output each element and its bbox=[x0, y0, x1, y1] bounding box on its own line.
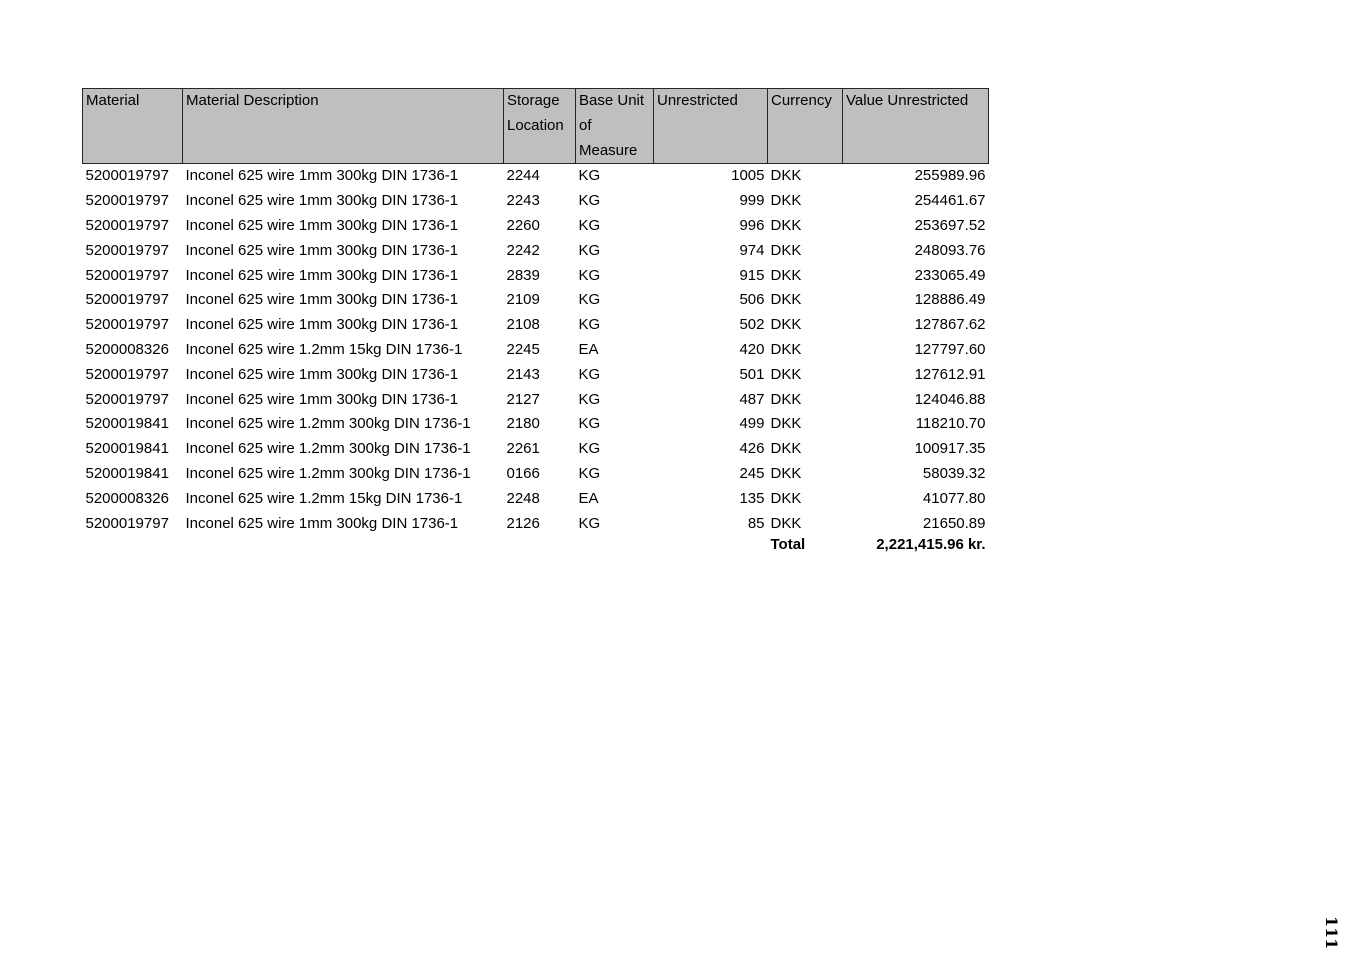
cell-unrestricted: 974 bbox=[739, 241, 765, 259]
cell-material: 5200019797 bbox=[85, 266, 169, 284]
cell-base-unit: KG bbox=[578, 266, 601, 284]
total-spacer bbox=[654, 536, 768, 553]
table-row bbox=[83, 462, 989, 487]
cell-material: 5200019797 bbox=[85, 241, 169, 259]
cell-base-unit: EA bbox=[578, 489, 599, 507]
cell-value-unrestricted: 100917.35 bbox=[914, 440, 986, 458]
cell-value-unrestricted: 248093.76 bbox=[914, 241, 986, 259]
cell-unrestricted: 506 bbox=[739, 291, 765, 309]
cell-value-unrestricted: 127797.60 bbox=[914, 340, 986, 358]
cell-base-unit: EA bbox=[578, 340, 599, 358]
cell-currency: DKK bbox=[770, 365, 802, 383]
cell-unrestricted: 499 bbox=[739, 415, 765, 433]
cell-currency: DKK bbox=[770, 514, 802, 532]
cell-material-description: Inconel 625 wire 1.2mm 300kg DIN 1736-1 bbox=[185, 440, 471, 458]
cell-value-unrestricted: 118210.70 bbox=[915, 415, 986, 433]
table-row bbox=[83, 437, 989, 462]
header-unrestricted: Unrestricted bbox=[654, 89, 768, 164]
cell-material: 5200019797 bbox=[85, 514, 169, 532]
cell-currency: DKK bbox=[770, 440, 802, 458]
cell-base-unit: KG bbox=[578, 192, 601, 210]
cell-unrestricted: 502 bbox=[739, 316, 765, 334]
table-row bbox=[83, 412, 989, 437]
cell-material: 5200019797 bbox=[85, 390, 169, 408]
cell-material-description: Inconel 625 wire 1mm 300kg DIN 1736-1 bbox=[185, 167, 459, 185]
cell-material-description: Inconel 625 wire 1mm 300kg DIN 1736-1 bbox=[185, 216, 459, 234]
cell-material-description: Inconel 625 wire 1.2mm 15kg DIN 1736-1 bbox=[185, 489, 463, 507]
table-row bbox=[83, 388, 989, 413]
total-spacer bbox=[183, 536, 504, 553]
cell-material: 5200019841 bbox=[85, 415, 169, 433]
cell-unrestricted: 996 bbox=[739, 216, 765, 234]
cell-value-unrestricted: 127612.91 bbox=[914, 365, 986, 383]
cell-currency: DKK bbox=[770, 216, 802, 234]
cell-material: 5200019841 bbox=[85, 464, 169, 482]
table-footer bbox=[83, 536, 989, 553]
inventory-sheet bbox=[82, 88, 989, 553]
cell-unrestricted: 245 bbox=[739, 464, 765, 482]
cell-material: 5200019841 bbox=[85, 440, 169, 458]
cell-base-unit: KG bbox=[578, 241, 601, 259]
cell-material-description: Inconel 625 wire 1mm 300kg DIN 1736-1 bbox=[185, 390, 459, 408]
cell-material-description: Inconel 625 wire 1mm 300kg DIN 1736-1 bbox=[185, 316, 459, 334]
cell-storage-location: 2242 bbox=[506, 241, 540, 259]
cell-base-unit: KG bbox=[578, 440, 601, 458]
cell-storage-location: 2126 bbox=[506, 514, 540, 532]
cell-storage-location: 2244 bbox=[506, 167, 540, 185]
cell-base-unit: KG bbox=[578, 415, 601, 433]
cell-unrestricted: 135 bbox=[739, 489, 765, 507]
cell-material: 5200008326 bbox=[85, 489, 169, 507]
cell-currency: DKK bbox=[770, 266, 802, 284]
cell-storage-location: 2261 bbox=[506, 440, 540, 458]
cell-currency: DKK bbox=[770, 415, 802, 433]
table-row bbox=[83, 288, 989, 313]
cell-value-unrestricted: 21650.89 bbox=[922, 514, 986, 532]
cell-base-unit: KG bbox=[578, 514, 601, 532]
cell-material-description: Inconel 625 wire 1.2mm 300kg DIN 1736-1 bbox=[185, 464, 471, 482]
table-row bbox=[83, 338, 989, 363]
table-row bbox=[83, 363, 989, 388]
cell-base-unit: KG bbox=[578, 316, 601, 334]
total-value: 2,221,415.96 kr. bbox=[876, 536, 986, 554]
header-material-description: Material Description bbox=[183, 89, 504, 164]
cell-value-unrestricted: 253697.52 bbox=[914, 216, 986, 234]
cell-material-description: Inconel 625 wire 1mm 300kg DIN 1736-1 bbox=[185, 291, 459, 309]
cell-unrestricted: 487 bbox=[739, 390, 765, 408]
cell-value-unrestricted: 254461.67 bbox=[914, 192, 986, 210]
cell-material: 5200019797 bbox=[85, 216, 169, 234]
cell-base-unit: KG bbox=[578, 167, 601, 185]
cell-storage-location: 2260 bbox=[506, 216, 540, 234]
cell-unrestricted: 1005 bbox=[731, 167, 765, 185]
table-row bbox=[83, 512, 989, 537]
cell-material: 5200019797 bbox=[85, 192, 169, 210]
cell-unrestricted: 501 bbox=[739, 365, 765, 383]
cell-material: 5200019797 bbox=[85, 291, 169, 309]
header-currency: Currency bbox=[768, 89, 843, 164]
cell-material-description: Inconel 625 wire 1mm 300kg DIN 1736-1 bbox=[185, 266, 459, 284]
cell-unrestricted: 426 bbox=[739, 440, 765, 458]
cell-unrestricted: 420 bbox=[739, 340, 765, 358]
header-storage-location: Storage Location bbox=[504, 89, 576, 164]
header-value-unrestricted: Value Unrestricted bbox=[843, 89, 989, 164]
header-base-unit: Base Unit of Measure bbox=[576, 89, 654, 164]
table-row bbox=[83, 487, 989, 512]
cell-material-description: Inconel 625 wire 1.2mm 300kg DIN 1736-1 bbox=[185, 415, 471, 433]
cell-unrestricted: 85 bbox=[747, 514, 765, 532]
cell-value-unrestricted: 127867.62 bbox=[914, 316, 986, 334]
cell-material-description: Inconel 625 wire 1mm 300kg DIN 1736-1 bbox=[185, 241, 459, 259]
table-header bbox=[83, 89, 989, 164]
cell-currency: DKK bbox=[770, 489, 802, 507]
table-row bbox=[83, 313, 989, 338]
cell-base-unit: KG bbox=[578, 390, 601, 408]
cell-currency: DKK bbox=[770, 464, 802, 482]
cell-storage-location: 2245 bbox=[506, 340, 540, 358]
cell-base-unit: KG bbox=[578, 216, 601, 234]
cell-base-unit: KG bbox=[578, 365, 601, 383]
cell-base-unit: KG bbox=[578, 291, 601, 309]
total-label: Total bbox=[770, 536, 806, 554]
cell-value-unrestricted: 233065.49 bbox=[914, 266, 986, 284]
total-spacer bbox=[83, 536, 183, 553]
cell-base-unit: KG bbox=[578, 464, 601, 482]
cell-currency: DKK bbox=[770, 316, 802, 334]
table-row bbox=[83, 264, 989, 289]
cell-storage-location: 2248 bbox=[506, 489, 540, 507]
cell-currency: DKK bbox=[770, 291, 802, 309]
cell-material: 5200019797 bbox=[85, 167, 169, 185]
cell-currency: DKK bbox=[770, 340, 802, 358]
inventory-table bbox=[82, 88, 989, 553]
cell-storage-location: 2243 bbox=[506, 192, 540, 210]
total-row bbox=[83, 536, 989, 553]
table-row bbox=[83, 189, 989, 214]
cell-material: 5200019797 bbox=[85, 316, 169, 334]
cell-material-description: Inconel 625 wire 1mm 300kg DIN 1736-1 bbox=[185, 365, 459, 383]
cell-currency: DKK bbox=[770, 167, 802, 185]
cell-value-unrestricted: 128886.49 bbox=[914, 291, 986, 309]
cell-currency: DKK bbox=[770, 390, 802, 408]
cell-storage-location: 2180 bbox=[506, 415, 540, 433]
total-spacer bbox=[576, 536, 654, 553]
cell-material: 5200008326 bbox=[85, 340, 169, 358]
cell-currency: DKK bbox=[770, 192, 802, 210]
cell-storage-location: 0166 bbox=[506, 464, 540, 482]
table-body bbox=[83, 164, 989, 536]
table-row bbox=[83, 239, 989, 264]
header-material: Material bbox=[83, 89, 183, 164]
cell-value-unrestricted: 41077.80 bbox=[922, 489, 986, 507]
cell-unrestricted: 999 bbox=[739, 192, 765, 210]
cell-unrestricted: 915 bbox=[739, 266, 765, 284]
cell-material-description: Inconel 625 wire 1mm 300kg DIN 1736-1 bbox=[185, 192, 459, 210]
cell-material: 5200019797 bbox=[85, 365, 169, 383]
page-number: 111 bbox=[1322, 916, 1341, 950]
header-row bbox=[83, 89, 989, 164]
cell-storage-location: 2839 bbox=[506, 266, 540, 284]
cell-storage-location: 2143 bbox=[506, 365, 540, 383]
cell-currency: DKK bbox=[770, 241, 802, 259]
table-row bbox=[83, 164, 989, 189]
cell-material-description: Inconel 625 wire 1.2mm 15kg DIN 1736-1 bbox=[185, 340, 463, 358]
cell-value-unrestricted: 255989.96 bbox=[914, 167, 986, 185]
cell-value-unrestricted: 124046.88 bbox=[914, 390, 986, 408]
cell-storage-location: 2108 bbox=[506, 316, 540, 334]
table-row bbox=[83, 214, 989, 239]
total-spacer bbox=[504, 536, 576, 553]
cell-storage-location: 2127 bbox=[506, 390, 540, 408]
cell-storage-location: 2109 bbox=[506, 291, 540, 309]
cell-value-unrestricted: 58039.32 bbox=[922, 464, 986, 482]
cell-material-description: Inconel 625 wire 1mm 300kg DIN 1736-1 bbox=[185, 514, 459, 532]
